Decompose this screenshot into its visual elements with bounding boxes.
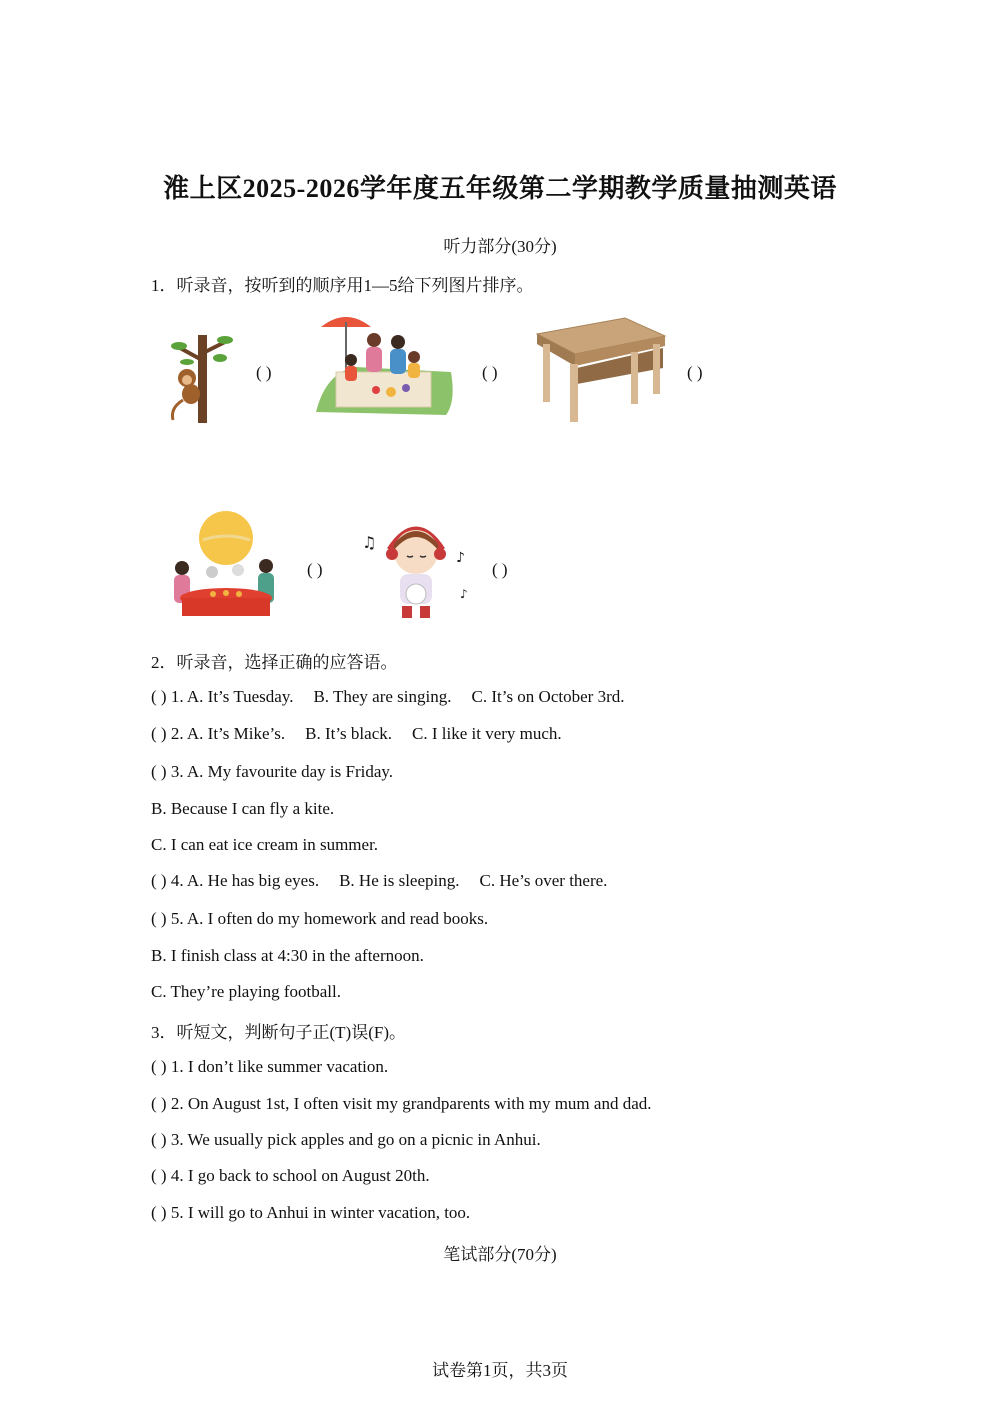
- q2-item-4: [151, 871, 607, 891]
- q2-item-5-option-b: B. I finish class at 4:30 in the afternoon.: [151, 946, 424, 965]
- q2-item-4-option-a: ( ) 4. A. He has big eyes.: [151, 871, 320, 890]
- q2-item-2-option-a: ( ) 2. A. It’s Mike’s.: [151, 724, 286, 743]
- svg-text:♪: ♪: [456, 550, 465, 566]
- family-picnic-image: [316, 312, 454, 417]
- question-3-prompt: 3．听短文，判断句子正(T)误(F)。: [151, 1023, 406, 1042]
- svg-text:♪: ♪: [460, 587, 468, 601]
- answer-blank-4[interactable]: ( ): [307, 560, 323, 579]
- q2-item-3-option-a: ( ) 3. A. My favourite day is Friday.: [151, 762, 394, 781]
- q2-item-1: [151, 687, 624, 707]
- q2-item-5-option-c: C. They’re playing football.: [151, 982, 341, 1001]
- answer-blank-2[interactable]: ( ): [482, 363, 498, 382]
- section-heading-listening: 听力部分(30分): [443, 237, 557, 256]
- question-1-prompt: 1．听录音，按听到的顺序用1—5给下列图片排序。: [151, 276, 534, 295]
- answer-blank-1[interactable]: ( ): [256, 363, 272, 382]
- question-2-prompt: 2．听录音，选择正确的应答语。: [151, 653, 398, 672]
- q2-item-3-option-c: C. I can eat ice cream in summer.: [151, 835, 379, 854]
- q2-item-5-option-a: ( ) 5. A. I often do my homework and read books.: [151, 909, 489, 928]
- answer-blank-3[interactable]: ( ): [687, 363, 703, 382]
- q3-item-5: ( ) 5. I will go to Anhui in winter vacation, too.: [151, 1203, 471, 1222]
- q3-item-2: ( ) 2. On August 1st, I often visit my grandparents with my mum and dad.: [151, 1094, 652, 1113]
- wooden-desk-image: [535, 316, 667, 424]
- q2-item-3-option-b: B. Because I can fly a kite.: [151, 799, 335, 818]
- q2-item-2-option-b: B. It’s black.: [305, 724, 392, 743]
- q2-item-2: [151, 724, 562, 744]
- q2-item-2-option-c: C. I like it very much.: [412, 724, 562, 743]
- page-footer: 试卷第1页，共3页: [432, 1361, 568, 1380]
- section-heading-writing: 笔试部分(70分): [443, 1245, 557, 1264]
- q2-item-4-option-c: C. He’s over there.: [479, 871, 608, 890]
- q2-item-1-option-c: C. It’s on October 3rd.: [471, 687, 625, 706]
- mooncake-family-dinner-image: [168, 510, 286, 622]
- monkey-in-tree-image: [165, 330, 235, 425]
- q3-item-3: ( ) 3. We usually pick apples and go on a picnic in Anhui.: [151, 1130, 541, 1149]
- q3-item-4: ( ) 4. I go back to school on August 20th.: [151, 1166, 430, 1185]
- q2-item-1-option-a: ( ) 1. A. It’s Tuesday.: [151, 687, 294, 706]
- q2-item-1-option-b: B. They are singing.: [313, 687, 452, 706]
- q2-item-4-option-b: B. He is sleeping.: [339, 871, 460, 890]
- q3-item-1: ( ) 1. I don’t like summer vacation.: [151, 1057, 389, 1076]
- svg-text:♫: ♫: [362, 533, 377, 552]
- answer-blank-5[interactable]: ( ): [492, 560, 508, 579]
- girl-with-headphones-image: [360, 510, 472, 622]
- page-title: 淮上区2025-2026学年度五年级第二学期教学质量抽测英语: [163, 174, 837, 203]
